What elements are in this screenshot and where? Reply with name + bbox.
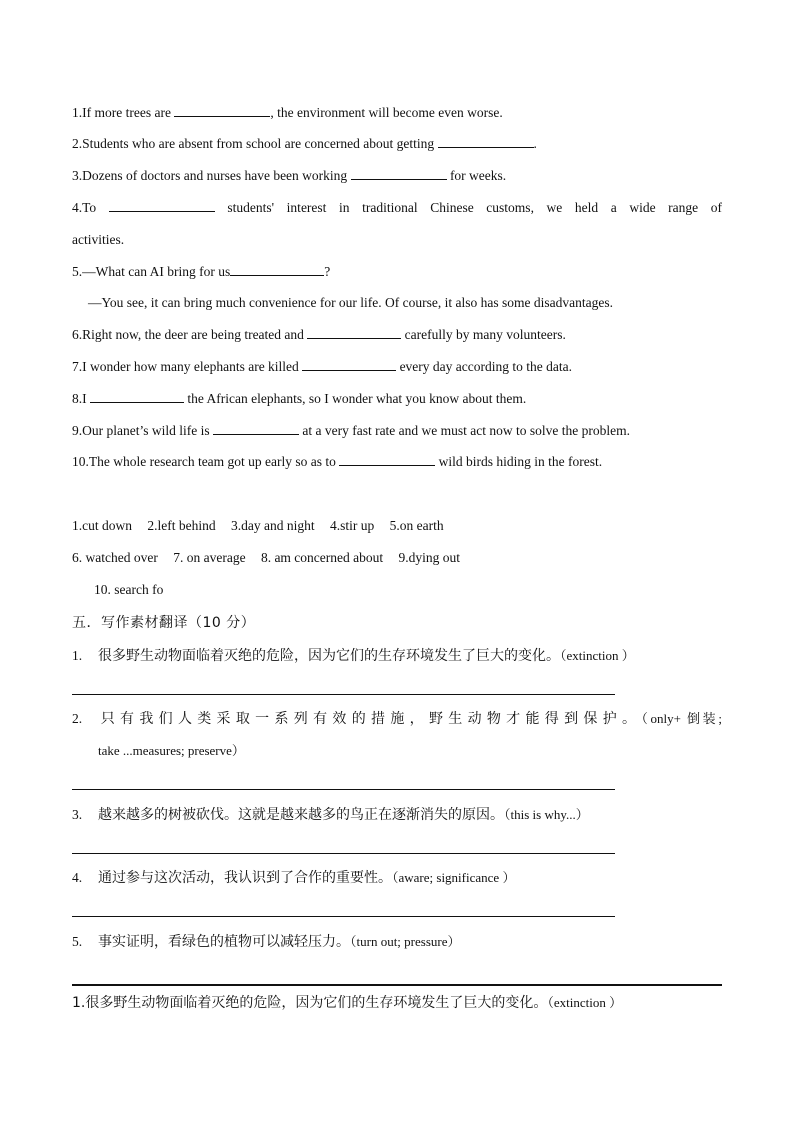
hint-text: （this is why...） (504, 807, 589, 822)
question-text: , the environment will become even worse. (270, 105, 503, 120)
question-text: 7.I wonder how many elephants are killed (72, 359, 303, 374)
answer-blank[interactable] (230, 263, 324, 276)
question-9 (72, 422, 630, 440)
answer-item: 9.dying out (398, 550, 461, 565)
question-text: 3.Dozens of doctors and nurses have been working (72, 168, 351, 183)
question-text: 6.Right now, the deer are being treated and (72, 327, 308, 342)
answer-item: 4.stir up (329, 518, 375, 533)
question-text: every day according to the data. (396, 359, 572, 374)
chinese-sentence: 通过参与这次活动，我认识到了合作的重要性。 (98, 870, 392, 886)
hint-text: （extinction ） (560, 648, 635, 663)
hint-text: （extinction ） (547, 995, 623, 1010)
answer-item: 1.cut down (72, 518, 132, 533)
question-text: carefully by many volunteers. (401, 327, 566, 342)
answer-item: 2.left behind (147, 518, 216, 533)
chinese-sentence: 越来越多的树被砍伐。这就是越来越多的鸟正在逐渐消失的原因。 (98, 807, 504, 823)
hint-text: （aware; significance ） (392, 870, 516, 885)
question-text: at a very fast rate and we must act now to solve the problem. (298, 423, 631, 438)
answer-blank[interactable] (339, 453, 435, 466)
answer-item: 5.on earth (389, 518, 444, 533)
translation-item-4 (72, 869, 515, 887)
answer-item: 6. watched over (72, 550, 158, 565)
answer-blank[interactable] (307, 326, 401, 339)
chinese-sentence: 只有我们人类采取一系列有效的措施，野生动物才能得到保护。 (98, 711, 642, 727)
answer-item: 7. on average (173, 550, 246, 565)
translation-item-2-hint-continued: take ...measures; preserve） (98, 743, 245, 758)
chinese-sentence: 事实证明，看绿色的植物可以减轻压力。 (98, 934, 350, 950)
question-text: . (533, 136, 537, 151)
question-text: 4.To (72, 200, 109, 215)
answer-item: 8. am concerned about (260, 550, 384, 565)
question-text: 9.Our planet’s wild life is (72, 423, 213, 438)
question-10 (72, 453, 602, 471)
hint-text: （turn out; pressure） (350, 934, 461, 949)
section-title: 五．写作素材翻译（10 分） (72, 615, 256, 631)
chinese-sentence: 很多野生动物面临着灭绝的危险，因为它们的生存环境发生了巨大的变化。 (98, 648, 560, 664)
question-4 (72, 199, 722, 217)
question-2 (72, 135, 537, 153)
question-5-reply: —You see, it can bring much convenience for our life. Of course, it also has some disadvantages. (88, 295, 613, 310)
question-8 (72, 390, 526, 408)
hint-text: （only+ 倒装; (641, 711, 722, 726)
answer-blank[interactable] (438, 135, 534, 148)
question-3 (72, 167, 506, 185)
chinese-sentence: 1.很多野生动物面临着灭绝的危险，因为它们的生存环境发生了巨大的变化。 (72, 995, 548, 1011)
answer-translation-1 (72, 994, 622, 1012)
answer-blank[interactable] (302, 358, 396, 371)
writing-line-2[interactable] (72, 789, 615, 790)
writing-line-3[interactable] (72, 853, 615, 854)
translation-item-3 (72, 806, 589, 824)
answer-row-2 (72, 549, 472, 567)
item-number: 4. (72, 870, 83, 885)
question-text: wild birds hiding in the forest. (435, 454, 603, 469)
question-1 (72, 104, 503, 122)
item-number: 5. (72, 934, 83, 949)
answer-blank[interactable] (109, 199, 215, 212)
question-text: students' interest in traditional Chinese customs, we held a wide range of (214, 200, 723, 215)
answer-blank[interactable] (90, 390, 184, 403)
question-text: for weeks. (446, 168, 507, 183)
question-7 (72, 358, 572, 376)
section-divider (72, 984, 722, 986)
answer-item: 3.day and night (230, 518, 315, 533)
question-text: 5.—What can AI bring for us (72, 264, 231, 279)
item-number: 3. (72, 807, 83, 822)
translation-item-5 (72, 933, 460, 951)
answer-blank[interactable] (351, 167, 447, 180)
question-text: the African elephants, so I wonder what you know about them. (184, 391, 527, 406)
writing-line-1[interactable] (72, 694, 615, 695)
question-4-continued: activities. (72, 232, 125, 247)
translation-item-1 (72, 647, 635, 665)
writing-line-4[interactable] (72, 916, 615, 917)
question-text: 2.Students who are absent from school are concerned about getting (72, 136, 438, 151)
answer-row-3: 10. search fo (94, 582, 164, 597)
question-6 (72, 326, 566, 344)
question-text: ? (324, 264, 331, 279)
answer-blank[interactable] (213, 422, 299, 435)
question-text: 1.If more trees are (72, 105, 175, 120)
item-number: 1. (72, 648, 83, 663)
question-text: 10.The whole research team got up early so as to (72, 454, 340, 469)
item-number: 2. (72, 711, 83, 726)
answer-row-1 (72, 517, 456, 535)
question-text: 8.I (72, 391, 90, 406)
question-5 (72, 263, 330, 281)
translation-item-2 (72, 710, 722, 728)
answer-blank[interactable] (174, 104, 270, 117)
